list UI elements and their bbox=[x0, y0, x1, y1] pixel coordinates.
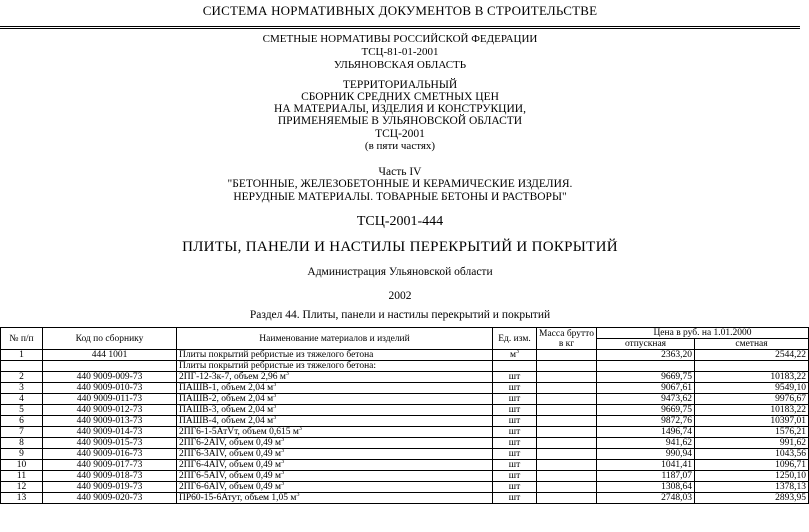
cell-release-price bbox=[597, 438, 695, 449]
cell-release-price bbox=[597, 350, 695, 361]
cell-estimate-price bbox=[695, 394, 809, 405]
cell-estimate-price-text: 9549,10 bbox=[775, 383, 806, 393]
cell-unit-text: шт bbox=[508, 482, 521, 492]
cell-name-text: ПАШВ-3, объем 2,04 м bbox=[179, 405, 274, 415]
cell-num bbox=[1, 493, 43, 504]
cell-estimate-price bbox=[695, 482, 809, 493]
cell-code bbox=[43, 372, 177, 383]
table-row bbox=[1, 372, 809, 383]
cell-num-text: 10 bbox=[16, 460, 27, 470]
cell-num bbox=[1, 471, 43, 482]
table-row bbox=[1, 460, 809, 471]
cell-code bbox=[43, 405, 177, 416]
cell-release-price bbox=[597, 493, 695, 504]
table-row bbox=[1, 438, 809, 449]
cell-mass bbox=[537, 416, 597, 427]
collection-line-1: ТЕРРИТОРИАЛЬНЫЙ bbox=[342, 79, 458, 91]
cell-code-text: 440 9009-012-73 bbox=[76, 405, 143, 415]
table-row bbox=[1, 361, 809, 372]
unit-superscript: 3 bbox=[296, 491, 300, 498]
cell-unit bbox=[493, 372, 537, 383]
document-code: ТСЦ-2001-444 bbox=[356, 214, 444, 229]
cell-release-price-text: 9067,61 bbox=[661, 383, 692, 393]
cell-mass bbox=[537, 383, 597, 394]
cell-release-price-text: 941,62 bbox=[665, 438, 692, 448]
cell-estimate-price-text: 2544,22 bbox=[775, 350, 806, 360]
cell-unit bbox=[493, 471, 537, 482]
header-mass: Масса брутто в кг bbox=[537, 328, 597, 350]
cell-estimate-price-text: 9976,67 bbox=[775, 394, 806, 404]
table-row bbox=[1, 482, 809, 493]
header-num: № п/п bbox=[1, 328, 43, 350]
cell-unit bbox=[493, 350, 537, 361]
cell-num-text: 3 bbox=[19, 383, 24, 393]
norms-title: СМЕТНЫЕ НОРМАТИВЫ РОССИЙСКОЙ ФЕДЕРАЦИИ bbox=[262, 33, 538, 45]
collection-line-3: НА МАТЕРИАЛЫ, ИЗДЕЛИЯ И КОНСТРУКЦИИ, bbox=[274, 103, 526, 115]
cell-code bbox=[43, 361, 177, 372]
cell-release-price bbox=[597, 394, 695, 405]
cell-num-text: 1 bbox=[19, 350, 24, 360]
cell-code-text: 444 1001 bbox=[91, 350, 128, 360]
cell-num bbox=[1, 460, 43, 471]
cell-name-text: 2ПГ6-5АIV, объем 0,49 м bbox=[179, 471, 282, 481]
cell-name-text: 2ПГ6-4АIV, объем 0,49 м bbox=[179, 460, 282, 470]
unit-superscript: 3 bbox=[273, 392, 277, 399]
unit-superscript: 3 bbox=[285, 370, 289, 377]
cell-estimate-price-text: 1043,56 bbox=[775, 449, 806, 459]
part-name-line-1: "БЕТОННЫЕ, ЖЕЛЕЗОБЕТОННЫЕ И КЕРАМИЧЕСКИЕ ИЗДЕЛИЯ. bbox=[227, 178, 573, 190]
cell-release-price bbox=[597, 471, 695, 482]
header-code: Код по сборнику bbox=[43, 328, 177, 350]
cell-release-price-text: 1041,41 bbox=[661, 460, 692, 470]
cell-name-text: ПР60-15-6Атут, объем 1,05 м bbox=[179, 493, 297, 503]
cell-estimate-price-text: 1576,21 bbox=[775, 427, 806, 437]
cell-name-text: 2ПГ6-2АIV, объем 0,49 м bbox=[179, 438, 282, 448]
cell-estimate-price-text: 10183,22 bbox=[770, 372, 806, 382]
unit-superscript: 3 bbox=[281, 447, 285, 454]
cell-num-text: 12 bbox=[16, 482, 27, 492]
cell-name-text: Плиты покрытий ребристые из тяжелого бетона bbox=[179, 350, 374, 360]
cell-code bbox=[43, 416, 177, 427]
cell-unit bbox=[493, 427, 537, 438]
unit-superscript: 3 bbox=[281, 458, 285, 465]
cell-estimate-price-text: 1096,71 bbox=[775, 460, 806, 470]
cell-release-price-text: 1187,07 bbox=[661, 471, 692, 481]
region-title: УЛЬЯНОВСКАЯ ОБЛАСТЬ bbox=[333, 59, 467, 71]
cell-estimate-price bbox=[695, 449, 809, 460]
cell-unit-text: шт bbox=[508, 460, 521, 470]
cell-name-text: 2ПГ-12-3к-7, объем 2,96 м bbox=[179, 372, 286, 382]
table-row bbox=[1, 405, 809, 416]
cell-unit bbox=[493, 394, 537, 405]
cell-name bbox=[177, 350, 493, 361]
cell-code bbox=[43, 383, 177, 394]
cell-num bbox=[1, 482, 43, 493]
cell-code-text: 440 9009-009-73 bbox=[76, 372, 143, 382]
cell-release-price bbox=[597, 427, 695, 438]
cell-mass bbox=[537, 449, 597, 460]
table-row bbox=[1, 383, 809, 394]
header-name: Наименование материалов и изделий bbox=[177, 328, 493, 350]
unit-superscript: 3 bbox=[281, 469, 285, 476]
cell-estimate-price bbox=[695, 350, 809, 361]
cell-estimate-price bbox=[695, 493, 809, 504]
cell-code-text: 440 9009-016-73 bbox=[76, 449, 143, 459]
cell-num bbox=[1, 383, 43, 394]
unit-superscript: 3 bbox=[281, 436, 285, 443]
cell-code bbox=[43, 493, 177, 504]
cell-mass bbox=[537, 405, 597, 416]
table-row bbox=[1, 350, 809, 361]
unit-superscript: 3 bbox=[281, 480, 285, 487]
cell-unit-text: шт bbox=[508, 394, 521, 404]
cell-unit-text: м bbox=[509, 350, 516, 360]
cell-mass bbox=[537, 482, 597, 493]
cell-name bbox=[177, 372, 493, 383]
cell-unit-text: шт bbox=[508, 383, 521, 393]
cell-name bbox=[177, 482, 493, 493]
cell-num-text: 13 bbox=[16, 493, 27, 503]
cell-mass bbox=[537, 427, 597, 438]
cell-name bbox=[177, 438, 493, 449]
collection-line-4: ПРИМЕНЯЕМЫЕ В УЛЬЯНОВСКОЙ ОБЛАСТИ bbox=[277, 115, 523, 127]
cell-estimate-price-text: 1378,13 bbox=[775, 482, 806, 492]
cell-code-text: 440 9009-017-73 bbox=[76, 460, 143, 470]
unit-superscript: 3 bbox=[273, 414, 277, 421]
cell-num-text: 5 bbox=[19, 405, 24, 415]
cell-unit bbox=[493, 405, 537, 416]
cell-num-text: 6 bbox=[19, 416, 24, 426]
cell-release-price bbox=[597, 383, 695, 394]
cell-unit bbox=[493, 416, 537, 427]
cell-mass bbox=[537, 361, 597, 372]
cell-estimate-price bbox=[695, 460, 809, 471]
cell-estimate-price-text: 10183,22 bbox=[770, 405, 806, 415]
cell-release-price-text: 1496,74 bbox=[661, 427, 692, 437]
table-row bbox=[1, 394, 809, 405]
norms-code: ТСЦ-81-01-2001 bbox=[361, 46, 439, 58]
cell-num bbox=[1, 449, 43, 460]
cell-code bbox=[43, 350, 177, 361]
cell-release-price-text: 9669,75 bbox=[661, 372, 692, 382]
cell-name bbox=[177, 449, 493, 460]
cell-code bbox=[43, 438, 177, 449]
cell-code-text: 440 9009-011-73 bbox=[76, 394, 143, 404]
cell-estimate-price bbox=[695, 383, 809, 394]
cell-num bbox=[1, 438, 43, 449]
cell-estimate-price bbox=[695, 471, 809, 482]
cell-release-price bbox=[597, 405, 695, 416]
cell-mass bbox=[537, 372, 597, 383]
cell-estimate-price bbox=[695, 438, 809, 449]
cell-code-text: 440 9009-010-73 bbox=[76, 383, 143, 393]
cell-num bbox=[1, 416, 43, 427]
cell-code-text: 440 9009-019-73 bbox=[76, 482, 143, 492]
cell-estimate-price bbox=[695, 361, 809, 372]
cell-unit-text: шт bbox=[508, 372, 521, 382]
header-unit: Ед. изм. bbox=[493, 328, 537, 350]
cell-unit bbox=[493, 361, 537, 372]
cell-mass bbox=[537, 350, 597, 361]
cell-mass bbox=[537, 493, 597, 504]
table-row bbox=[1, 427, 809, 438]
cell-name bbox=[177, 427, 493, 438]
cell-unit bbox=[493, 482, 537, 493]
cell-estimate-price-text: 1250,10 bbox=[775, 471, 806, 481]
cell-code bbox=[43, 471, 177, 482]
cell-num-text: 8 bbox=[19, 438, 24, 448]
cell-unit-text: шт bbox=[508, 438, 521, 448]
system-title: СИСТЕМА НОРМАТИВНЫХ ДОКУМЕНТОВ В СТРОИТЕЛЬСТВЕ bbox=[0, 0, 800, 27]
cell-name bbox=[177, 405, 493, 416]
cell-name bbox=[177, 416, 493, 427]
cell-release-price-text: 990,94 bbox=[665, 449, 692, 459]
cell-num-text: 9 bbox=[19, 449, 24, 459]
cell-name bbox=[177, 394, 493, 405]
cell-num bbox=[1, 405, 43, 416]
unit-superscript: 3 bbox=[516, 348, 519, 355]
part-title: Часть IV bbox=[378, 166, 422, 178]
cell-name bbox=[177, 493, 493, 504]
cell-num bbox=[1, 361, 43, 372]
cell-mass bbox=[537, 438, 597, 449]
cell-code-text: 440 9009-020-73 bbox=[76, 493, 143, 503]
cell-name-text: ПАШВ-4, объем 2,04 м bbox=[179, 416, 274, 426]
cell-unit bbox=[493, 449, 537, 460]
cell-num-text: 2 bbox=[19, 372, 24, 382]
cell-name-text: ПАШВ-1, объем 2,04 м bbox=[179, 383, 274, 393]
table-row bbox=[1, 493, 809, 504]
unit-superscript: 3 bbox=[298, 425, 302, 432]
cell-release-price bbox=[597, 416, 695, 427]
cell-name-text: 2ПГ6-1-5АтVт, объем 0,615 м bbox=[179, 427, 299, 437]
cell-code bbox=[43, 449, 177, 460]
cell-release-price-text: 9473,62 bbox=[661, 394, 692, 404]
document-title: ПЛИТЫ, ПАНЕЛИ И НАСТИЛЫ ПЕРЕКРЫТИЙ И ПОКРЫТИЙ bbox=[182, 239, 618, 255]
cell-unit bbox=[493, 493, 537, 504]
cell-release-price bbox=[597, 449, 695, 460]
collection-code: ТСЦ-2001 bbox=[375, 128, 425, 140]
table-row bbox=[1, 449, 809, 460]
cell-estimate-price bbox=[695, 405, 809, 416]
cell-name bbox=[177, 460, 493, 471]
cell-num bbox=[1, 372, 43, 383]
year: 2002 bbox=[388, 290, 412, 302]
part-name-line-2: НЕРУДНЫЕ МАТЕРИАЛЫ. ТОВАРНЫЕ БЕТОНЫ И РАСТВОРЫ" bbox=[233, 191, 567, 203]
cell-unit-text: шт bbox=[508, 416, 521, 426]
cell-mass bbox=[537, 394, 597, 405]
cell-name bbox=[177, 361, 493, 372]
cell-code bbox=[43, 394, 177, 405]
cell-release-price-text: 9669,75 bbox=[661, 405, 692, 415]
header-price: Цена в руб. на 1.01.2000 bbox=[597, 328, 809, 339]
cell-name bbox=[177, 471, 493, 482]
price-table bbox=[0, 327, 809, 504]
cell-release-price bbox=[597, 361, 695, 372]
administration: Администрация Ульяновской области bbox=[307, 266, 493, 278]
cell-code-text: 440 9009-015-73 bbox=[76, 438, 143, 448]
cell-unit-text: шт bbox=[508, 449, 521, 459]
cell-code bbox=[43, 427, 177, 438]
unit-superscript: 3 bbox=[273, 381, 277, 388]
section-title: Раздел 44. Плиты, панели и настилы перекрытий и покрытий bbox=[249, 309, 551, 321]
cell-release-price bbox=[597, 460, 695, 471]
table-row bbox=[1, 471, 809, 482]
cell-unit-text: шт bbox=[508, 405, 521, 415]
cell-unit-text: шт bbox=[508, 427, 521, 437]
cell-num-text: 11 bbox=[16, 471, 27, 481]
cell-release-price-text: 2748,03 bbox=[661, 493, 692, 503]
cell-num-text: 7 bbox=[19, 427, 24, 437]
cell-unit bbox=[493, 438, 537, 449]
header-divider bbox=[0, 28, 800, 29]
cell-unit-text: шт bbox=[508, 471, 521, 481]
cell-release-price bbox=[597, 372, 695, 383]
cell-estimate-price bbox=[695, 416, 809, 427]
cell-estimate-price-text: 991,62 bbox=[779, 438, 806, 448]
cell-code bbox=[43, 482, 177, 493]
collection-parts: (в пяти частях) bbox=[364, 140, 436, 152]
cell-num bbox=[1, 427, 43, 438]
cell-release-price-text: 1308,64 bbox=[661, 482, 692, 492]
cell-release-price bbox=[597, 482, 695, 493]
cell-name-text: Плиты покрытий ребристые из тяжелого бетона: bbox=[179, 361, 377, 371]
collection-line-2: СБОРНИК СРЕДНИХ СМЕТНЫХ ЦЕН bbox=[301, 91, 499, 103]
cell-estimate-price-text: 10397,01 bbox=[770, 416, 806, 426]
cell-code-text: 440 9009-018-73 bbox=[76, 471, 143, 481]
cell-estimate-price-text: 2893,95 bbox=[775, 493, 806, 503]
cell-estimate-price bbox=[695, 372, 809, 383]
cell-unit bbox=[493, 460, 537, 471]
cell-code-text: 440 9009-014-73 bbox=[76, 427, 143, 437]
cell-num bbox=[1, 394, 43, 405]
cell-num-text: 4 bbox=[19, 394, 24, 404]
cell-num bbox=[1, 350, 43, 361]
cell-unit bbox=[493, 383, 537, 394]
cell-estimate-price bbox=[695, 427, 809, 438]
cell-name-text: 2ПГ6-6АIV, объем 0,49 м bbox=[179, 482, 282, 492]
table-row bbox=[1, 416, 809, 427]
table-body bbox=[1, 350, 809, 504]
cell-release-price-text: 2363,20 bbox=[661, 350, 692, 360]
header-estimate: сметная bbox=[695, 339, 809, 350]
cell-mass bbox=[537, 471, 597, 482]
cell-code bbox=[43, 460, 177, 471]
cell-name bbox=[177, 383, 493, 394]
cell-unit-text: шт bbox=[508, 493, 521, 503]
unit-superscript: 3 bbox=[273, 403, 277, 410]
cell-mass bbox=[537, 460, 597, 471]
cell-release-price-text: 9872,76 bbox=[661, 416, 692, 426]
cell-name-text: ПАШВ-2, объем 2,04 м bbox=[179, 394, 274, 404]
cell-name-text: 2ПГ6-3АIV, объем 0,49 м bbox=[179, 449, 282, 459]
header-release: отпускная bbox=[597, 339, 695, 350]
cell-code-text: 440 9009-013-73 bbox=[76, 416, 143, 426]
